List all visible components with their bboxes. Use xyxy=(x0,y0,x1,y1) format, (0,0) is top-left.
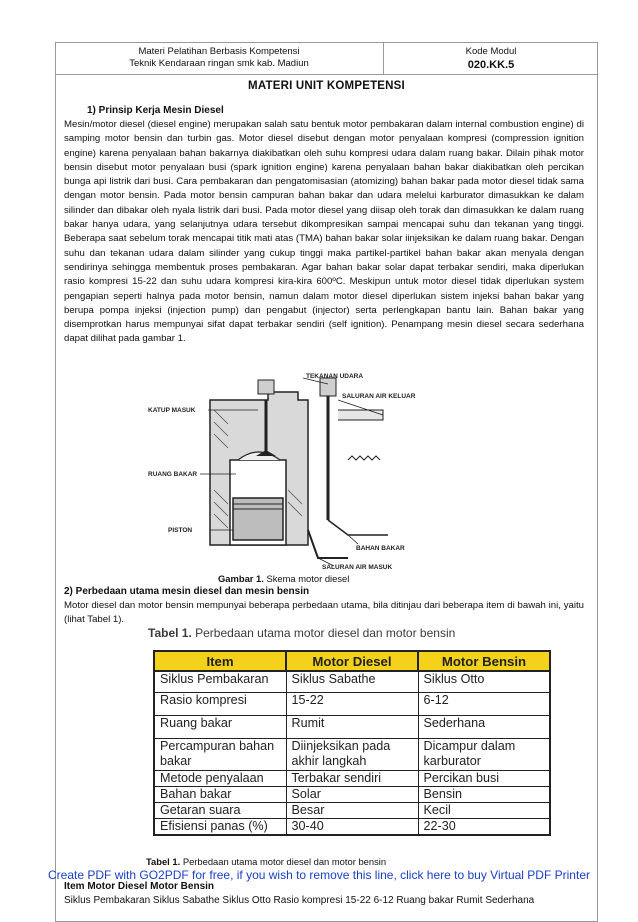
figure1-caption-text: Skema motor diesel xyxy=(263,573,350,584)
table-cell: Dicampur dalam karburator xyxy=(418,738,550,770)
go2pdf-footer-link[interactable]: Create PDF with GO2PDF for free, if you wish to remove this line, click here to buy Virtual PDF Printer xyxy=(48,868,590,882)
header-motor-bensin: Motor Bensin xyxy=(418,651,550,671)
table-row xyxy=(154,802,550,818)
module-code-label: Kode Modul xyxy=(465,46,517,57)
comparison-table xyxy=(153,650,551,836)
table-row xyxy=(154,692,550,715)
figure1-caption xyxy=(218,573,349,584)
table-cell: Bahan bakar xyxy=(154,786,286,802)
header-school-name: Teknik Kendaraan ringan smk kab. Madiun xyxy=(129,58,309,69)
header-item: Item xyxy=(154,651,286,671)
table-row xyxy=(154,770,550,786)
table-cell: Percampuran bahan bakar xyxy=(154,738,286,770)
table-row xyxy=(154,671,550,692)
table-cell: 6-12 xyxy=(418,692,550,715)
table-row xyxy=(154,738,550,770)
table1-title-number: Tabel 1. xyxy=(148,626,192,640)
table-cell: Efisiensi panas (%) xyxy=(154,818,286,835)
label-bahan-bakar: BAHAN BAKAR xyxy=(356,545,405,552)
header-training-title: Materi Pelatihan Berbasis Kompetensi xyxy=(138,46,300,57)
section1-paragraph: Mesin/motor diesel (diesel engine) merupakan salah satu bentuk motor pembakaran dalam internal combustion engine) di samping motor bensin dan turbin gas. Motor diesel disebut dengan motor penyalaan kompresi (compression ignition engine) karena penyalaan bahan bakarnya diakibatkan oleh suhu kompresi udara dalam ruang bakar. Dilain pihak motor bensin disebut motor penyalaan busi (spark ignition engine) karena penyalaan bahan bakar diakibatkan oleh percikan bunga api listrik dari busi. Cara pembakaran dan pengatomisasian (atomizing) bahan bakar pada motor diesel tidak sama dengan motor bensin. Pada motor bensin campuran bahan bakar dan udara melelui karburator dimasukkan ke dalam silinder dan dibakar oleh nyala listrik dari busi. Pada motor diesel yang diisap oleh torak dan dimasukkan ke dalam ruang bakar hanya udara, yang selanjutnya udara tersebut dikompresikan sampai mencapai suhu dan tekanan yang tinggi. Beberapa saat sebelum torak mencapai titik mati atas (TMA) bahan bakar solar iinjeksikan ke dalam ruang bakar. Dengan suhu dan tekanan udara dalam silinder yang cukup tinggi maka partikel-partikel bahan bakar akan menyala dengan sendirinya sehingga membentuk proses pembakaran. Agar bahan bakar solar dapat terbakar sendiri, maka diperlukan rasio kompresi 15-22 dan suhu udara kompresi kira-kira 600ºC. Meskipun untuk motor diesel tidak diperlukan system pengapian seperti halnya pada motor bensin, namun dalam motor diesel diperlukan sistem injeksi bahan bakar yang berupa pompa injeksi (injection pump) dan pengabut (injector) serta perlengkapan bantu lain. Bahan bakar yang disemprotkan harus mempunyai sifat dapat terbakar sendiri (self ignition). Penampang mesin diesel secara sederhana dapat dilihat pada gambar 1. xyxy=(64,119,584,345)
table-row xyxy=(154,818,550,835)
table1-title xyxy=(148,626,455,640)
section1-heading: 1) Prinsip Kerja Mesin Diesel xyxy=(87,105,224,116)
table-header-row xyxy=(154,651,550,671)
table-cell: Sederhana xyxy=(418,715,550,738)
label-tekanan-udara: TEKANAN UDARA xyxy=(306,373,364,380)
table-cell: 22-30 xyxy=(418,818,550,835)
table-cell: Siklus Otto xyxy=(418,671,550,692)
section2-heading: 2) Perbedaan utama mesin diesel dan mesin bensin xyxy=(64,586,310,597)
table-cell: Diinjeksikan pada akhir langkah xyxy=(286,738,418,770)
engine-cross-section-drawing xyxy=(148,370,434,570)
page-title: MATERI UNIT KOMPETENSI xyxy=(248,80,405,92)
table1-caption xyxy=(146,856,386,867)
table-cell: Rasio kompresi xyxy=(154,692,286,715)
header-left-cell xyxy=(55,42,384,75)
table-row xyxy=(154,715,550,738)
label-katup-masuk: KATUP MASUK xyxy=(148,407,196,414)
label-saluran-air-keluar: SALURAN AIR KELUAR xyxy=(342,393,416,400)
table-cell: Besar xyxy=(286,802,418,818)
label-piston: PISTON xyxy=(168,527,193,534)
header-right-cell xyxy=(384,42,598,75)
table-cell: Percikan busi xyxy=(418,770,550,786)
table-text-first-row: Siklus Pembakaran Siklus Sabathe Siklus Otto Rasio kompresi 15-22 6-12 Ruang bakar Rumit Sederhana xyxy=(64,895,535,906)
table-cell: 30-40 xyxy=(286,818,418,835)
table-cell: Ruang bakar xyxy=(154,715,286,738)
table1-caption-text: Perbedaan utama motor diesel dan motor bensin xyxy=(180,856,387,867)
figure1-caption-number: Gambar 1. xyxy=(218,573,264,584)
table1-caption-number: Tabel 1. xyxy=(146,856,181,867)
table-text-header-line: Item Motor Diesel Motor Bensin xyxy=(64,881,215,892)
diesel-engine-diagram xyxy=(148,370,434,570)
table-cell: Getaran suara xyxy=(154,802,286,818)
table-cell: 15-22 xyxy=(286,692,418,715)
table-row xyxy=(154,786,550,802)
label-ruang-bakar: RUANG BAKAR xyxy=(148,471,198,478)
table-cell: Siklus Pembakaran xyxy=(154,671,286,692)
table-cell: Kecil xyxy=(418,802,550,818)
table-cell: Solar xyxy=(286,786,418,802)
section2-paragraph: Motor diesel dan motor bensin mempunyai beberapa perbedaan utama, bila ditinjau dari beberapa item di bawah ini, yaitu (lihat Tabel 1). xyxy=(64,600,584,626)
table-cell: Bensin xyxy=(418,786,550,802)
label-saluran-air-masuk: SALURAN AIR MASUK xyxy=(322,564,393,570)
module-code: 020.KK.5 xyxy=(467,59,515,71)
table-cell: Metode penyalaan xyxy=(154,770,286,786)
table-cell: Rumit xyxy=(286,715,418,738)
table-cell: Siklus Sabathe xyxy=(286,671,418,692)
table1-title-text: Perbedaan utama motor diesel dan motor bensin xyxy=(191,626,456,640)
table-cell: Terbakar sendiri xyxy=(286,770,418,786)
header-motor-diesel: Motor Diesel xyxy=(286,651,418,671)
